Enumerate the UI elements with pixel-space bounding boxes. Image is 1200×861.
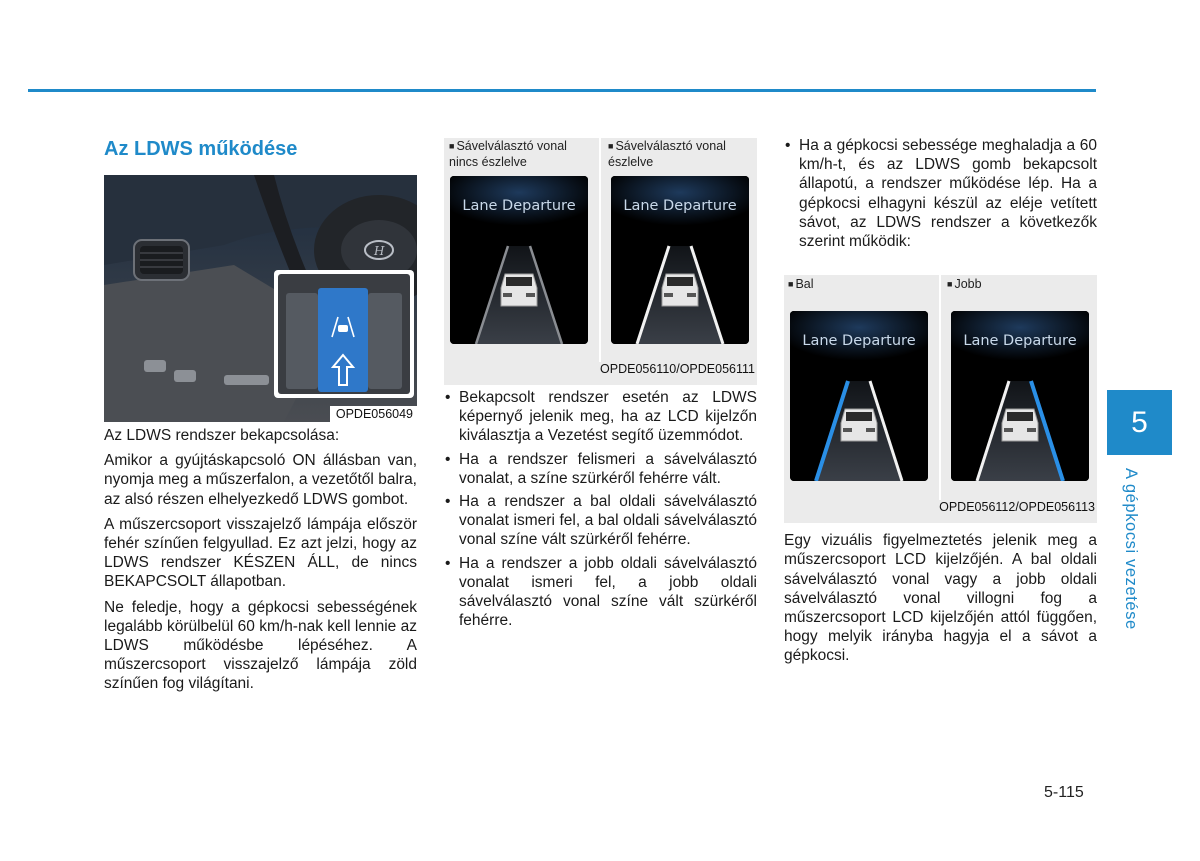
figure-lane-detection	[444, 138, 757, 385]
paragraph-button: Amikor a gyújtáskapcsoló ON állásban van, nyomja meg a műszerfalon, a vezetőtől balra, az alsó részen elhelyezkedő LDWS gombot.	[104, 452, 417, 508]
chapter-title-vertical	[1124, 468, 1156, 628]
screen-title-right: Lane Departure	[963, 333, 1077, 350]
bullet-list-detection	[444, 388, 757, 630]
paragraph-intro: Az LDWS rendszer bekapcsolása:	[104, 427, 340, 444]
paragraph-indicator: A műszercsoport visszajelző lámpája először fehér színűen felgyullad. Ez azt jelzi, hogy az LDWS rendszer KÉSZEN ÁLL, de nincs BEKAPCSOLT állapotban.	[104, 515, 417, 591]
car-icon	[501, 274, 537, 306]
figure-label-right: ■ Jobb	[947, 277, 982, 292]
screen-title-left: Lane Departure	[802, 333, 916, 350]
column-right	[784, 136, 1097, 672]
lcd-screen-right-warning	[951, 311, 1089, 481]
figure-caption-1: OPDE056110/OPDE056111	[600, 361, 755, 376]
lcd-screen-not-detected	[450, 176, 588, 344]
top-rule	[28, 89, 1096, 92]
car-icon	[841, 409, 877, 441]
chapter-number-tab: 5	[1107, 390, 1172, 455]
dashboard-photo	[104, 175, 417, 422]
chapter-title-text: A gépkocsi vezetése	[1122, 468, 1140, 630]
figure-caption-2: OPDE056112/OPDE056113	[939, 500, 1095, 515]
section-title: Az LDWS működése	[104, 138, 298, 160]
figure-divider	[599, 138, 601, 362]
list-item: • Ha a gépkocsi sebessége meghaladja a 60 km/h-t, és az LDWS gomb bekapcsolt állapotú, a rendszer működése lép. Ha a gépkocsi elhagyni készül az eléje vetített sávot, az LDWS rendszer a következők szerint működik:	[785, 137, 1097, 251]
dashboard-illustration	[104, 175, 417, 422]
figure-label-left: ■ Bal	[788, 277, 814, 292]
bullet-list-operation	[784, 136, 1097, 251]
car-icon	[1002, 409, 1038, 441]
lcd-screen-left-warning	[790, 311, 928, 481]
figure-lane-departure-warning	[784, 275, 1097, 523]
page-number: 5-115	[1044, 784, 1084, 801]
figure-label-detected: ■ Sávelválasztó vonal észlelve	[608, 139, 726, 169]
list-item: • Ha a rendszer a jobb oldali sávelválasztó vonalat ismeri fel, a jobb oldali sávelválasztó vonal színe vált szürkéről fehérre.	[445, 554, 757, 630]
paragraph-warning: Egy vizuális figyelmeztetés jelenik meg a műszercsoport LCD kijelzőjén. A bal oldali sávelválasztó vonal vagy a jobb oldali sávelválasztó vonal villogni fog a műszercsoport LCD kijelzőjén attól függően, hogy melyik irányba hagyja el a sávot a gépkocsi.	[784, 532, 1097, 665]
list-item: • Bekapcsolt rendszer esetén az LDWS képernyő jelenik meg, ha az LCD kijelzőn kiválasztja a Vezetést segítő üzemmódot.	[445, 389, 757, 445]
lcd-screen-detected	[611, 176, 749, 344]
column-middle	[444, 138, 757, 634]
figure-divider	[939, 275, 941, 500]
paragraph-speed: Ne feledje, hogy a gépkocsi sebességének legalább körülbelül 60 km/h-nak kell lennie az LDWS működésbe lépéséhez. A műszercsoport visszajelző lámpája zöld színűen fog világítani.	[104, 598, 417, 693]
list-item: • Ha a rendszer a bal oldali sávelválasztó vonalat ismeri fel, a bal oldali sávelválasztó vonal színe vált szürkéről fehérre.	[445, 493, 757, 549]
list-item: • Ha a rendszer felismeri a sávelválasztó vonalat, a színe szürkéről fehérre vált.	[445, 450, 757, 487]
svg-text:H: H	[374, 244, 385, 258]
screen-title-right: Lane Departure	[623, 198, 737, 214]
figure-label-not-detected: ■ Sávelválasztó vonal nincs észlelve	[449, 139, 567, 169]
screen-title-left: Lane Departure	[462, 198, 576, 214]
photo-caption: OPDE056049	[330, 406, 417, 422]
car-icon	[662, 274, 698, 306]
column-left	[104, 136, 417, 700]
